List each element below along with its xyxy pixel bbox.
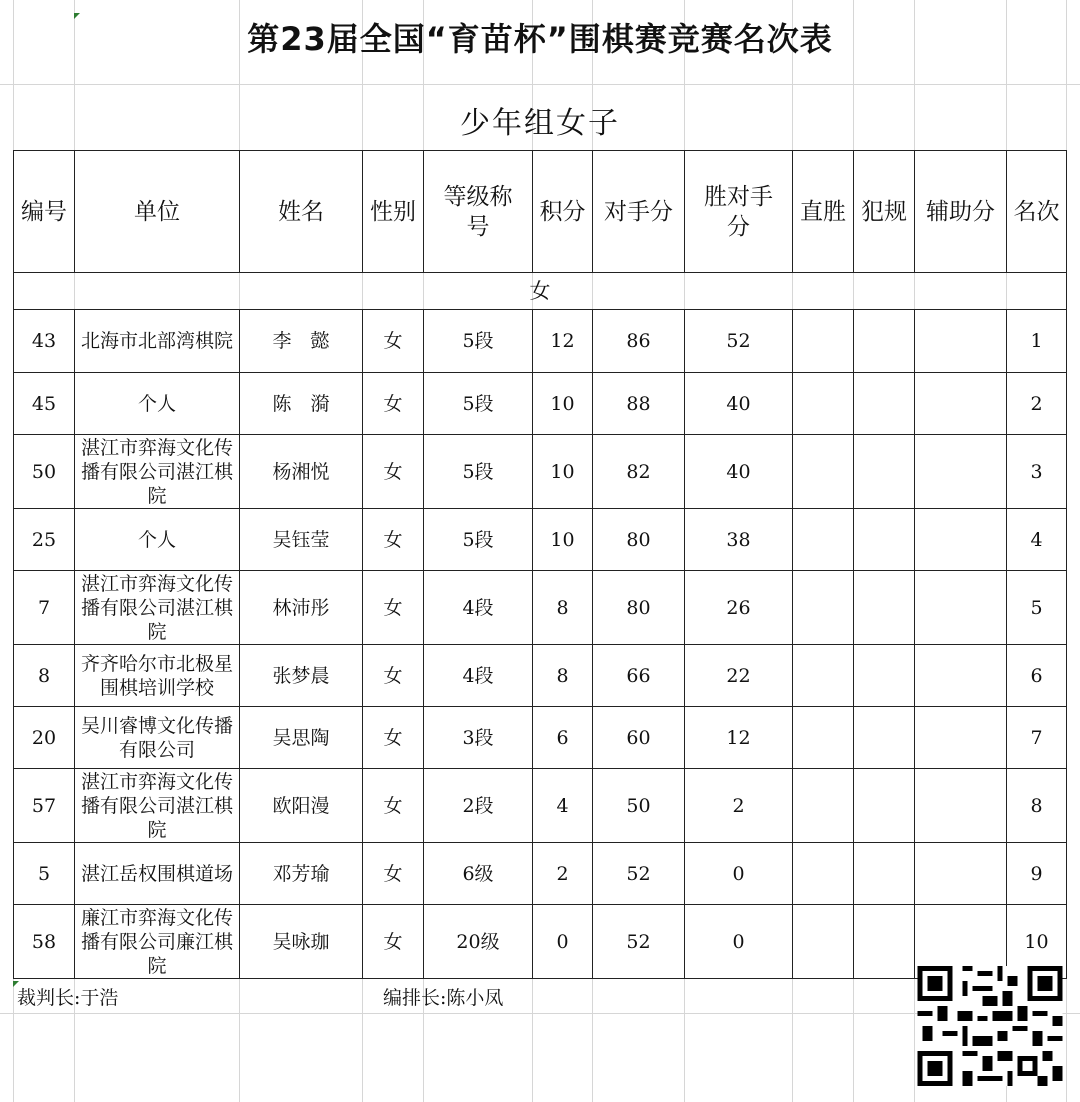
cell-aux	[915, 435, 1007, 509]
cell-foul	[854, 435, 915, 509]
cell-points: 0	[533, 905, 593, 979]
cell-rank-title: 2段	[424, 769, 533, 843]
cell-place: 4	[1007, 509, 1067, 571]
cell-opp: 80	[593, 571, 685, 645]
cell-win-opp: 0	[685, 843, 793, 905]
cell-aux	[915, 843, 1007, 905]
cell-direct	[793, 435, 854, 509]
column-header: 编号	[14, 151, 75, 273]
cell-unit	[75, 843, 240, 905]
cell-unit	[75, 435, 240, 509]
page-subtitle: 少年组女子	[460, 106, 620, 141]
column-header: 犯规	[854, 151, 915, 273]
cell-win-opp: 38	[685, 509, 793, 571]
cell-direct	[793, 509, 854, 571]
cell-unit	[75, 645, 240, 707]
table-header-row	[14, 151, 1067, 273]
table-row	[14, 843, 1067, 905]
unit-text: 齐齐哈尔市北极星围棋培训学校	[80, 652, 233, 699]
table-row	[14, 310, 1067, 373]
chief-referee: 裁判长:于浩	[17, 987, 119, 1009]
cell-points: 8	[533, 645, 593, 707]
cell-direct	[793, 905, 854, 979]
cell-unit	[75, 769, 240, 843]
column-header: 辅助分	[915, 151, 1007, 273]
qr-code-image	[917, 966, 1063, 1086]
cell-direct	[793, 571, 854, 645]
cell-no: 5	[14, 843, 75, 905]
chief-arranger: 编排长:陈小凤	[383, 987, 504, 1009]
cell-points: 12	[533, 310, 593, 373]
cell-rank-title: 4段	[424, 645, 533, 707]
cell-unit	[75, 310, 240, 373]
cell-foul	[854, 571, 915, 645]
cell-aux	[915, 571, 1007, 645]
column-header: 单位	[75, 151, 240, 273]
cell-gender: 女	[363, 373, 424, 435]
cell-points: 10	[533, 509, 593, 571]
cell-opp: 50	[593, 769, 685, 843]
cell-win-opp: 26	[685, 571, 793, 645]
column-header: 积分	[533, 151, 593, 273]
cell-place: 2	[1007, 373, 1067, 435]
cell-name: 杨湘悦	[240, 435, 363, 509]
cell-aux	[915, 373, 1007, 435]
cell-rank-title: 20级	[424, 905, 533, 979]
cell-unit	[75, 509, 240, 571]
cell-rank-title: 6级	[424, 843, 533, 905]
grid-line	[0, 84, 1080, 85]
cell-foul	[854, 645, 915, 707]
cell-rank-title: 3段	[424, 707, 533, 769]
group-label: 女	[14, 273, 1067, 310]
cell-points: 6	[533, 707, 593, 769]
table-row	[14, 707, 1067, 769]
cell-no: 43	[14, 310, 75, 373]
cell-place: 3	[1007, 435, 1067, 509]
cell-rank-title: 5段	[424, 373, 533, 435]
cell-aux	[915, 645, 1007, 707]
cell-points: 10	[533, 373, 593, 435]
cell-foul	[854, 509, 915, 571]
cell-rank-title: 5段	[424, 509, 533, 571]
cell-gender: 女	[363, 707, 424, 769]
cell-aux	[915, 509, 1007, 571]
cell-rank-title: 5段	[424, 310, 533, 373]
table-row	[14, 905, 1067, 979]
unit-text: 湛江岳权围棋道场	[80, 862, 233, 885]
cell-gender: 女	[363, 509, 424, 571]
cell-unit	[75, 905, 240, 979]
page-title: 第23届全国“育苗杯”围棋赛竞赛名次表	[247, 20, 833, 58]
cell-place: 8	[1007, 769, 1067, 843]
unit-text: 吴川睿博文化传播有限公司	[80, 714, 233, 761]
cell-aux	[915, 310, 1007, 373]
cell-no: 57	[14, 769, 75, 843]
cell-points: 8	[533, 571, 593, 645]
cell-foul	[854, 769, 915, 843]
cell-opp: 52	[593, 843, 685, 905]
cell-name: 林沛彤	[240, 571, 363, 645]
unit-text: 个人	[137, 528, 176, 551]
table-row	[14, 571, 1067, 645]
cell-no: 58	[14, 905, 75, 979]
cell-name: 吴钰莹	[240, 509, 363, 571]
cell-gender: 女	[363, 905, 424, 979]
unit-text: 湛江市弈海文化传播有限公司湛江棋院	[80, 572, 233, 643]
cell-place: 7	[1007, 707, 1067, 769]
cell-rank-title: 5段	[424, 435, 533, 509]
cell-points: 10	[533, 435, 593, 509]
cell-place: 5	[1007, 571, 1067, 645]
cell-name: 陈 漪	[240, 373, 363, 435]
cell-place: 1	[1007, 310, 1067, 373]
cell-unit	[75, 373, 240, 435]
group-row	[14, 273, 1067, 310]
ranking-table	[13, 150, 1067, 979]
cell-gender: 女	[363, 435, 424, 509]
cell-name: 吴思陶	[240, 707, 363, 769]
cell-win-opp: 12	[685, 707, 793, 769]
cell-foul	[854, 373, 915, 435]
cell-place: 10	[1007, 905, 1067, 979]
cell-win-opp: 52	[685, 310, 793, 373]
column-header: 名次	[1007, 151, 1067, 273]
cell-opp: 88	[593, 373, 685, 435]
cell-place: 6	[1007, 645, 1067, 707]
cell-rank-title: 4段	[424, 571, 533, 645]
cell-opp: 82	[593, 435, 685, 509]
cell-direct	[793, 373, 854, 435]
cell-unit	[75, 571, 240, 645]
cell-foul	[854, 843, 915, 905]
cell-direct	[793, 769, 854, 843]
cell-no: 8	[14, 645, 75, 707]
cell-gender: 女	[363, 645, 424, 707]
cell-name: 欧阳漫	[240, 769, 363, 843]
unit-text: 湛江市弈海文化传播有限公司湛江棋院	[80, 770, 233, 841]
cell-name: 张梦晨	[240, 645, 363, 707]
column-header: 等级称号	[424, 151, 533, 273]
unit-text: 廉江市弈海文化传播有限公司廉江棋院	[80, 906, 233, 977]
cell-win-opp: 2	[685, 769, 793, 843]
cell-opp: 66	[593, 645, 685, 707]
cell-opp: 80	[593, 509, 685, 571]
cell-foul	[854, 707, 915, 769]
table-row	[14, 435, 1067, 509]
cell-win-opp: 40	[685, 373, 793, 435]
cell-name: 邓芳瑜	[240, 843, 363, 905]
cell-direct	[793, 843, 854, 905]
cell-opp: 52	[593, 905, 685, 979]
cell-direct	[793, 310, 854, 373]
cell-no: 20	[14, 707, 75, 769]
table-row	[14, 769, 1067, 843]
cell-gender: 女	[363, 843, 424, 905]
cell-no: 50	[14, 435, 75, 509]
cell-direct	[793, 645, 854, 707]
cell-name: 李 懿	[240, 310, 363, 373]
unit-text: 湛江市弈海文化传播有限公司湛江棋院	[80, 436, 233, 507]
column-header: 性别	[363, 151, 424, 273]
cell-opp: 60	[593, 707, 685, 769]
cell-foul	[854, 310, 915, 373]
unit-text: 北海市北部湾棋院	[80, 330, 233, 352]
cell-points: 4	[533, 769, 593, 843]
cell-place: 9	[1007, 843, 1067, 905]
unit-text: 个人	[137, 392, 176, 415]
cell-no: 45	[14, 373, 75, 435]
cell-name: 吴咏珈	[240, 905, 363, 979]
table-row	[14, 373, 1067, 435]
cell-win-opp: 40	[685, 435, 793, 509]
column-header: 胜对手分	[685, 151, 793, 273]
column-header: 对手分	[593, 151, 685, 273]
cell-gender: 女	[363, 310, 424, 373]
cell-win-opp: 0	[685, 905, 793, 979]
cell-win-opp: 22	[685, 645, 793, 707]
cell-unit	[75, 707, 240, 769]
cell-aux	[915, 769, 1007, 843]
table-row	[14, 645, 1067, 707]
cell-foul	[854, 905, 915, 979]
cell-no: 25	[14, 509, 75, 571]
column-header: 直胜	[793, 151, 854, 273]
cell-points: 2	[533, 843, 593, 905]
cell-gender: 女	[363, 769, 424, 843]
cell-gender: 女	[363, 571, 424, 645]
cell-aux	[915, 707, 1007, 769]
column-header: 姓名	[240, 151, 363, 273]
cell-direct	[793, 707, 854, 769]
table-row	[14, 509, 1067, 571]
cell-no: 7	[14, 571, 75, 645]
cell-opp: 86	[593, 310, 685, 373]
